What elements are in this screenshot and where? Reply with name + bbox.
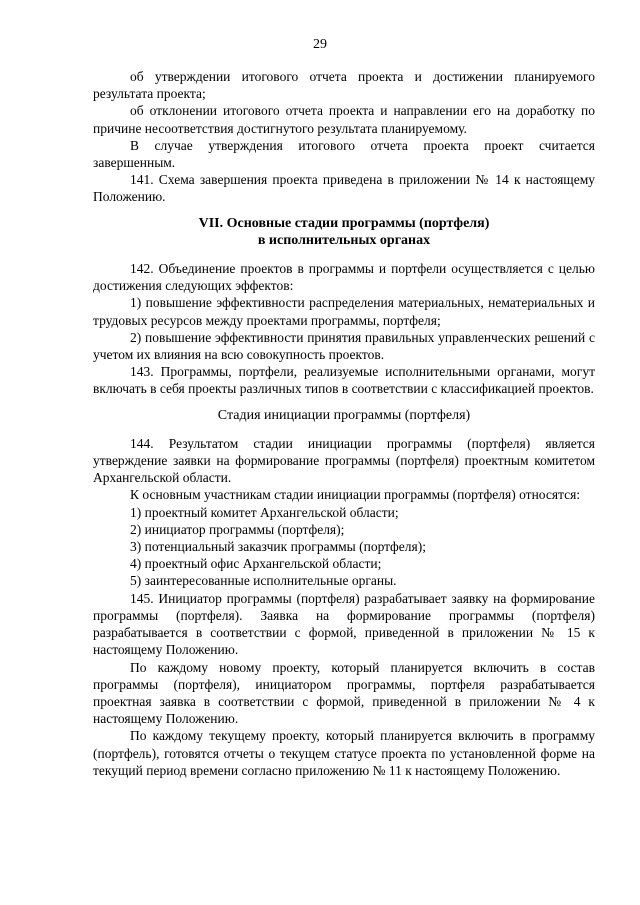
paragraph: 142. Объединение проектов в программы и портфели осуществляется с целью достижения следующих эффектов: [93,261,595,294]
paragraph: 145. Инициатор программы (портфеля) разрабатывает заявку на формирование программы (портфеля). Заявка на формирование программы (портфеля) разрабатывается в соответствии с формой, приведенной в приложении № 15 к настоящему Положению. [93,590,595,658]
paragraph: В случае утверждения итогового отчета проекта проект считается завершенным. [93,137,595,171]
paragraph: 144. Результатом стадии инициации программы (портфеля) является утверждение заявки на формирование программы (портфеля) проектным комитетом Архангельской области. [93,435,595,486]
section-heading [93,215,595,249]
list-item: 5) заинтересованные исполнительные органы. [130,573,397,589]
paragraph: 141. Схема завершения проекта приведена в приложении № 14 к настоящему Положению. [93,172,595,205]
paragraph: 1) повышение эффективности распределения материальных, нематериальных и трудовых ресурсов между проектами программы, портфеля; [93,295,595,328]
subsection-heading: Стадия инициации программы (портфеля) [217,407,471,423]
paragraph: 2) повышение эффективности принятия правильных управленческих решений с учетом их влияния на всю совокупность проектов. [93,329,595,363]
paragraph: К основным участникам стадии инициации программы (портфеля) относятся: [130,487,581,503]
list-item: 1) проектный комитет Архангельской области; [130,504,399,520]
paragraph: По каждому новому проекту, который планируется включить в состав программы (портфеля), инициатором программы, портфеля разрабатывается проектная заявка в соответствии с формой, приведенной в приложении № 4 к настоящему Положению. [93,659,595,727]
paragraph: 143. Программы, портфели, реализуемые исполнительными органами, могут включать в себя проекты различных типов в соответствии с классификацией проектов. [93,364,595,397]
paragraph: об утверждении итогового отчета проекта и достижении планируемого результата проекта; [93,69,595,102]
document-body [93,68,595,779]
list-item: 2) инициатор программы (портфеля); [130,521,345,537]
section-heading-line-2: в исполнительных органах [257,232,431,248]
page-number: 29 [313,37,327,52]
paragraph: По каждому текущему проекту, который планируется включить в программу (портфель), готовятся отчеты о текущем статусе проекта по установленной форме на текущий период времени согласно приложению № 11 к настоящему Положению. [93,728,595,778]
list-item: 3) потенциальный заказчик программы (портфеля); [130,539,426,555]
section-heading-line-1: VII. Основные стадии программы (портфеля) [198,215,490,231]
paragraph: об отклонении итогового отчета проекта и направлении его на доработку по причине несоответствия достигнутого результата планируемому. [93,103,595,136]
list-item: 4) проектный офис Архангельской области; [130,556,382,572]
